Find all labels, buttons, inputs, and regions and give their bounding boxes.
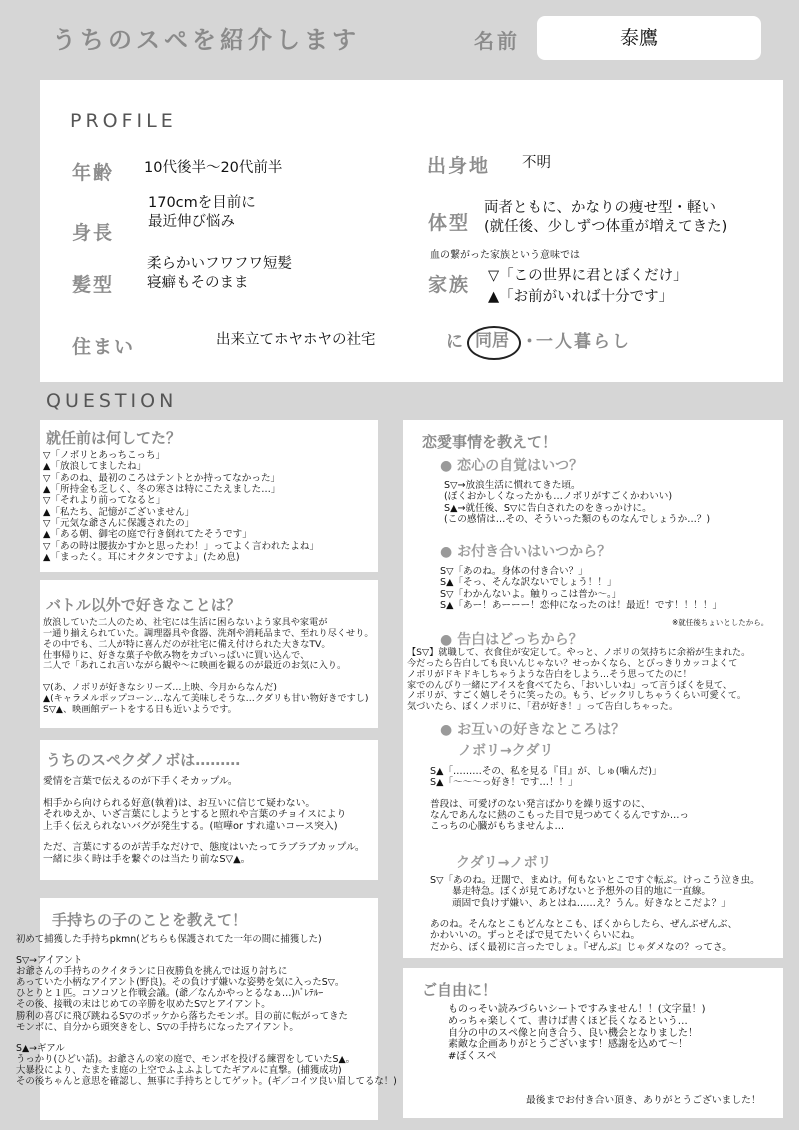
height-value-1: 170cmを目前に [148,195,256,211]
q4-lines [16,934,397,1087]
q2-line: 二人で「あれこれ言いながら観や～に映画を観るのが最近のお気に入り。 [43,660,347,672]
name-label: 名前 [474,29,520,53]
love-sub4a-lines [430,766,689,833]
q4-line: あっていた小柄なアイアント(野良)。その負けず嫌いな姿勢を気に入ったS▽。 [16,977,345,989]
love-line: 暴走特急。ぼくが見てあげないと予想外の目的地に一直線。 [452,886,712,898]
love-line: S▲「あー！あーーー！恋仲になったのは！最近！です！！！！」 [440,599,723,611]
birthplace-value: 不明 [522,155,551,171]
q1-lines [43,450,319,563]
love-line: S▲「………その、私を見る『目』が、しゅ(噛んだ)」 [430,766,662,777]
love-line: S▲「そっ、そんな訳ないでしょう！！」 [440,577,617,589]
q4-line: S▽→アイアント [16,955,83,967]
q3-line: それゆえか、いざ言葉にしようとすると照れや言葉のチョイスにより [43,809,347,821]
q3-line: 相手から向けられる好意(執着)は、お互いに信じて疑わない。 [43,797,316,809]
love-sub3-text [407,648,750,713]
love-line: かわいいの。ずっとそばで見てたいくらいにね。 [430,930,641,942]
free-line: ものっそい読みづらいシートですみません！！(文字量！) [448,1004,706,1015]
love-sub2-note: ※就任後ちょいとしたから。 [672,618,769,627]
q1-line: ▲「所持金も乏しく、冬の寒さは特にこたえました…」 [43,483,281,495]
love-sub2-lines [440,566,722,611]
q1-line: ▽「あのね、最初のころはテントとか持ってなかった」 [43,472,281,484]
love-sub4b: クダリ→ノボリ [456,855,552,871]
birthplace-label: 出身地 [427,155,491,177]
love-line: S▽「わかんないよ。触りっこは普か～。」 [440,588,622,600]
q2-line: 仕事帰りに、好きな菓子や飲み物をカゴいっぱいに買い込んで、 [43,649,310,661]
q4-line: 初めて捕獲した手持ちpkmn(どちらも保護されてた一年の間に捕獲した) [16,934,322,945]
q2-line: 一通り揃えられていた。調理器具や食器、洗剤や消耗品まで、至れり尽くせり。 [43,627,374,639]
free-lines [448,1004,706,1063]
q4-line: ひとりと１匹。コソコソと作戦会議。(爺／なんかやっとるなぁ…)ﾊﾞﾚﾃﾙｰ [16,988,324,1000]
family-value-2: ▲「お前がいれば十分です」 [488,289,674,305]
q4-line: S▲→ギアル [16,1042,65,1054]
q4-line: 大暴投により、たまたま庭の上空でふよふよしてたギアルに直撃。(捕獲成功) [16,1064,342,1076]
love-line: S▽「あのね。迂闊で、まぬけ。何もないとこですぐ転ぶ。けっこう泣き虫。 [430,875,760,886]
love-line: (この感情は…その、そういった類のものなんでしょうか…？) [444,513,711,525]
q4-line: モンボに、自分から頭突きをし、S▽の手持ちになったアイアント。 [16,1021,299,1033]
love-line: S▲「～～～っ好き！です…！！」 [430,777,578,789]
q4-title: 手持ちの子のことを教えて！ [52,911,248,929]
love-line: 【S▽】就職して、衣食住が安定して。やっと、ノボリの気持ちに余裕が生まれた。 [407,647,751,658]
q3-lines [43,776,365,865]
love-sub3: ● 告白はどっちから？ [440,632,583,648]
free-line: 素敵な企画ありがとうございます！感謝を込めて～！ [448,1039,688,1051]
love-line: 普段は、可愛げのない発言ばかりを繰り返すのに、 [430,798,651,810]
q1-line: ▲「まったく。耳にオクタンですよ」(ため息) [43,551,240,563]
home-label: 住まい [72,336,136,358]
height-label: 身長 [72,222,115,244]
love-line: ノボリが、すごく嬉しそうに笑ったの。もう、ビックリしちゃうくらい可愛くて。 [407,690,747,702]
love-line: 家でのんびり一緒にアイスを食べてたら、「おいしいね」って言うぼくを見て、 [407,679,733,691]
name-value: 泰鷹 [620,27,659,49]
q2-line: 放浪していた二人のため、社宅には生活に困らないよう家具や家電が [43,617,328,628]
love-line: 今だったら告白しても良いんじゃない？せっかくなら、とびっきりカッコよくて [407,657,738,669]
q1-line: ▲「ある朝、御宅の庭で行き倒れてたそうです」 [43,529,252,541]
q3-line: ただ、言葉にするのが苦手なだけで、態度はいたってラブラブカップル。 [43,842,365,854]
q2-line: その中でも、二人が特に喜んだのが社宅に備え付けられた大きなTV。 [43,638,331,650]
q2-line: ▽(あ、ノボリが好きなシリーズ…上映、今月からなんだ) [43,682,277,694]
q1-line: ▽「ノボリとあっちこっち」 [43,450,166,461]
q1-line: ▲「私たち、記憶がございません」 [43,506,195,518]
free-title: ご自由に！ [422,981,498,999]
q1-line: ▲「放浪してましたね」 [43,461,147,473]
q3-line [43,832,365,842]
hair-value-1: 柔らかいフワフワ短髪 [147,256,292,272]
q3-line [43,788,365,798]
hair-value-2: 寝癖もそのまま [147,275,249,291]
love-sub4: ● お互いの好きなところは？ [440,722,626,738]
family-value-1: ▽「この世界に君とぼくだけ」 [488,268,688,284]
love-line: S▲→就任後、S▽に告白されたのをきっかけに。 [444,502,652,514]
love-sub4b-lines [430,875,760,953]
love-line: ノボリがドキドキしちゃうような告白をしよう…そう思ってたのに！ [407,668,692,680]
q1-line: ▽「元気な爺さんに保護されたの」 [43,517,195,529]
body-value-2: (就任後、少しずつ体重が増えてきた) [484,219,728,235]
love-sub1: ● 恋心の自覚はいつ？ [440,458,584,474]
free-line: 自分の中のスペ像と向き合う、良い機会となりました！ [448,1027,698,1039]
q4-line: お爺さんの手持ちのクイタランに日夜勝負を挑んでは返り討ちに [16,966,288,978]
love-line: だから、ぼく最初に言ったでしょ。『ぜんぶ』じゃダメなの？ってさ。 [430,941,732,953]
living-prefix: に [446,332,465,352]
family-label: 家族 [428,274,471,296]
q1-line: ▽「あの時は腰抜かすかと思ったわ！」ってよく言われたよね」 [43,540,320,552]
love-title: 恋愛事情を教えて！ [422,433,558,451]
free-line: めっちゃ楽しくて、書けば書くほど長くなるという… [448,1015,688,1027]
love-line: S▽→放浪生活に慣れてきた頃。 [444,480,581,491]
height-value-2: 最近伸び悩み [148,214,235,230]
page-title: うちのスペを紹介します [52,26,360,54]
love-line: 気づいたら、ぼくノボリに、「君が好き！」って告白しちゃった。 [407,701,679,713]
q1-title: 就任前は何してた？ [46,429,182,447]
love-sub1-lines [444,480,710,525]
hair-label: 髪型 [72,274,115,296]
q2-line: ▲(キャラメルポップコーン…なんて美味しそうな…クダリも甘い物好きですし) [43,693,369,705]
q3-line: 一緒に歩く時は手を繋ぐのは当たり前なS▽▲。 [43,853,251,865]
love-line: 頑固で負けず嫌い、あとはね……え？うん。好きなとこだよ？」 [452,897,731,909]
q4-line [16,945,397,955]
q2-title: バトル以外で好きなことは？ [46,596,241,614]
q1-line: ▽「それより前ってなると」 [43,495,166,507]
age-label: 年齢 [72,162,115,184]
home-value: 出来立てホヤホヤの社宅 [216,332,376,348]
q4-line: 勝利の喜びに飛び跳ねるS▽のポッケから落ちたモンボ。目の前に転がってきた [16,1010,348,1022]
body-value-1: 両者ともに、かなりの痩せ型・軽い [484,200,716,216]
free-line: #ぼくスペ [448,1051,497,1063]
question-heading: QUESTION [46,390,178,412]
love-line: あのね。そんなとこもどんなとこも、ぼくからしたら、ぜんぶぜんぶ、 [430,918,738,930]
living-separator: ・ [521,332,540,352]
q3-line: 愛情を言葉で伝えるのが下手くそカップル。 [43,776,238,787]
age-value: 10代後半～20代前半 [144,160,283,176]
q2-lines [43,618,374,716]
love-line: こっちの心臓がもちませんよ… [430,821,565,833]
living-suffix: 一人暮らし [536,332,631,352]
love-sub4a: ノボリ→クダリ [458,743,554,759]
q4-line [16,1033,397,1043]
q4-line: その後ちゃんと意思を確認し、無事に手持ちとしてゲット。(ギ／コイツ良い眉してるな！) [16,1076,397,1088]
family-note: 血の繋がった家族という意味では [430,250,580,261]
love-line [430,909,760,919]
love-line: なんであんなに熱のこもった目で見つめてくるんですか…っ [430,809,690,821]
living-circled: 同居 [475,331,509,351]
love-line [430,789,689,799]
q2-line: S▽▲、映画館デートをする日も近いようです。 [43,704,237,716]
free-closing: 最後までお付き合い頂き、ありがとうございました！ [526,1095,761,1106]
q3-line: 上手く伝えられないバグが発生する。(喧嘩or すれ違いコース突入) [43,820,338,832]
profile-heading: PROFILE [70,110,177,132]
body-label: 体型 [428,212,471,234]
love-sub2: ● お付き合いはいつから？ [440,544,612,560]
love-line: (ぼくおかしくなったかも…ノボリがすごくかわいい) [444,491,673,503]
q3-title: うちのスペクダノボは……… [46,751,241,769]
love-line: S▽「あのね。身体の付き合い？」 [440,566,588,577]
q4-line: うっかり(ひどい話)。お爺さんの家の庭で、モンボを投げる練習をしていたS▲。 [16,1053,356,1065]
q4-line: その後、接戦の末はじめての辛勝を収めたS▽とアイアント。 [16,999,271,1011]
